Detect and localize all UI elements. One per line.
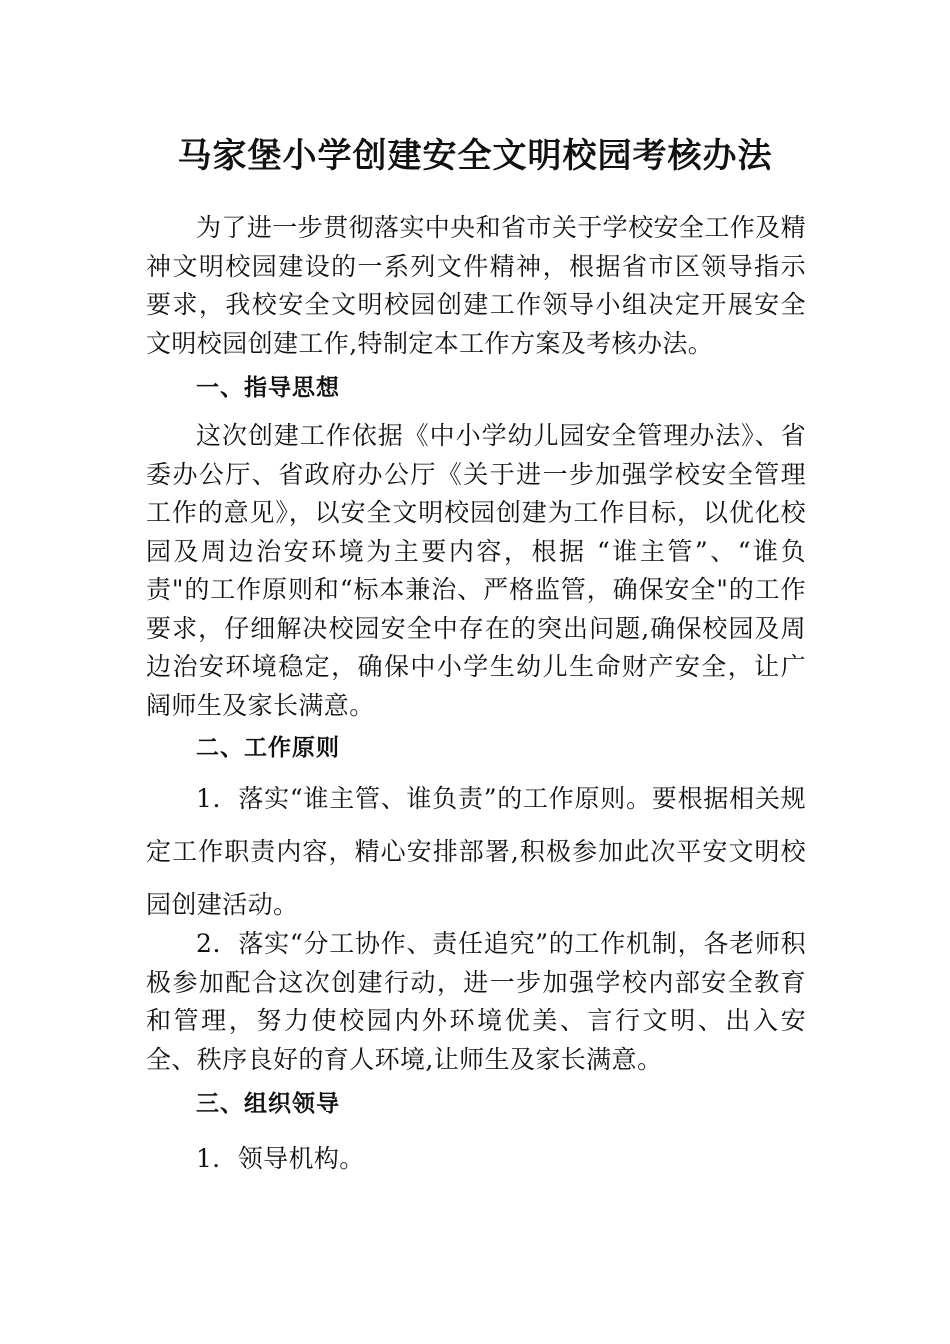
- organization-item-1: 1．领导机构。: [196, 1144, 365, 1173]
- intro-paragraph: 为了进一步贯彻落实中央和省市关于学校安全工作及精神文明校园建设的一系列文件精神，根据省市区领导指示要求，我校安全文明校园创建工作领导小组决定开展安全文明校园创建工作,特制定本工作方案及考核办法。: [146, 213, 806, 358]
- section-heading-work-principles: 二、工作原则: [196, 735, 340, 761]
- guiding-thought-paragraph: 这次创建工作依据《中小学幼儿园安全管理办法》、省委办公厅、省政府办公厅《关于进一步加强学校安全管理工作的意见》，以安全文明校园创建为工作目标，以优化校园及周边治安环境为主要内容，根据 “谁主管”、“谁负责"的工作原则和“标本兼治、严格监管，确保安全"的工作要求，仔细解决校园安全中存在的突出问题,确保校园及周边治安环境稳定，确保中小学生幼儿生命财产安全，让广阔师生及家长满意。: [146, 421, 806, 720]
- section-heading-guiding-thought: 一、指导思想: [196, 375, 340, 401]
- work-principle-item-1: 1．落实“谁主管、谁负责”的工作原则。要根据相关规定工作职责内容，精心安排部署,积极参加此次平安文明校园创建活动。: [146, 784, 806, 919]
- work-principle-item-2: 2．落实“分工协作、责任追究”的工作机制，各老师积极参加配合这次创建行动，进一步加强学校内部安全教育和管理，努力使校园内外环境优美、言行文明、出入安全、秩序良好的育人环境,让师生及家长满意。: [146, 929, 806, 1074]
- section-heading-organization: 三、组织领导: [196, 1091, 340, 1117]
- document-title: 马家堡小学创建安全文明校园考核办法: [177, 136, 773, 176]
